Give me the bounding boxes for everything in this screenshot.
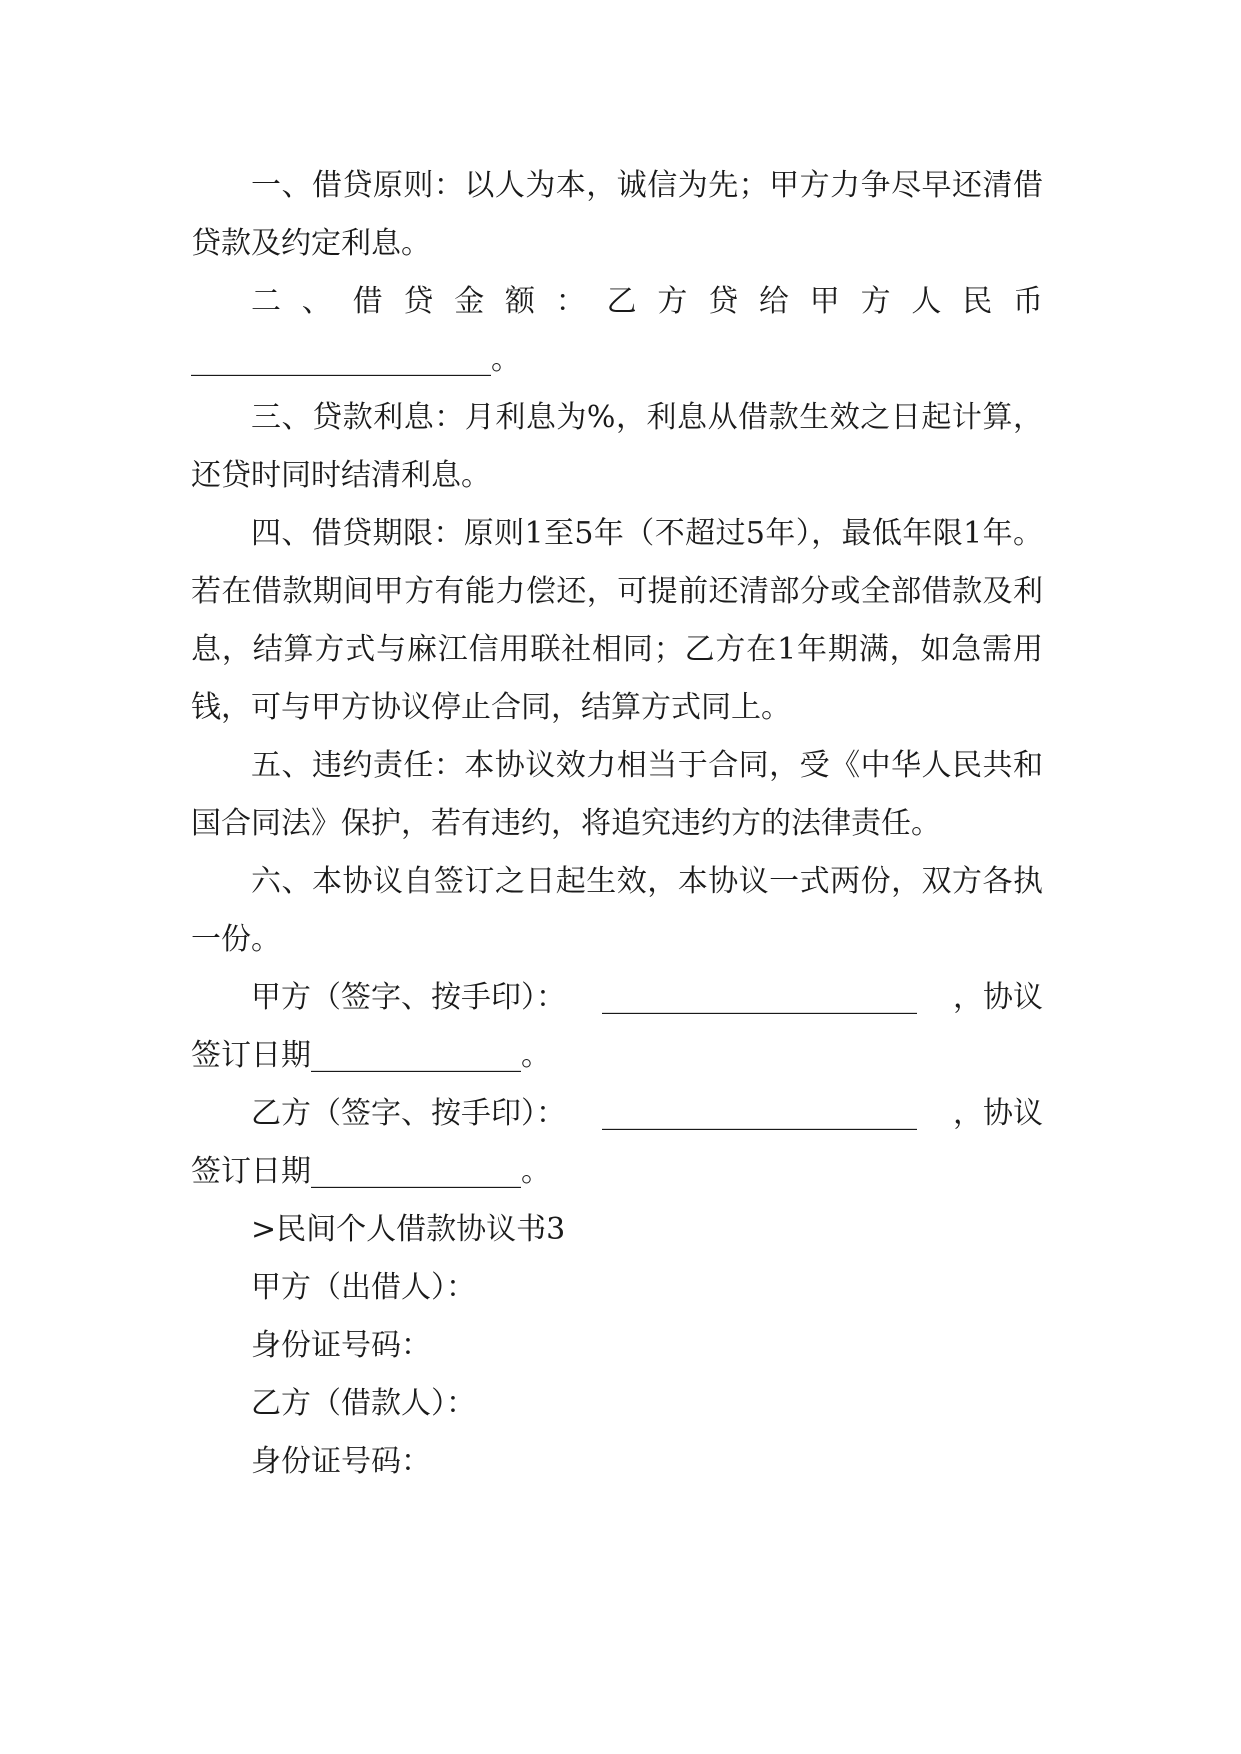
lender-field: 甲方（出借人）： (251, 1270, 476, 1305)
clause-term: 四、借贷期限：原则1至5年（不超过5年），最低年限1年。若在借款期间甲方有能力偿还，可提前还清部分或全部借款及利息，结算方式与麻江信用联社相同；乙方在1年期满，如急需用钱，可与甲方协议停止合同，结算方式同上。 (191, 516, 1043, 725)
document-body (191, 157, 1043, 1491)
lender-id-field: 身份证号码： (251, 1328, 431, 1363)
signature-b-line1 (191, 1085, 1043, 1143)
section-title: >民间个人借款协议书3 (251, 1212, 566, 1247)
clause-amount-line1: 二、借贷金额：乙方贷给甲方人民币 (251, 284, 1043, 319)
signature-a-date: 签订日期______________。 (191, 1038, 551, 1073)
clause-interest: 三、贷款利息：月利息为%，利息从借款生效之日起计算，还贷时同时结清利息。 (191, 400, 1043, 493)
borrower-field: 乙方（借款人）： (251, 1386, 476, 1421)
signature-b-label: 乙方（签字、按手印）： (251, 1096, 566, 1131)
borrower-id-field: 身份证号码： (251, 1444, 431, 1479)
clause-liability: 五、违约责任：本协议效力相当于合同，受《中华人民共和国合同法》保护，若有违约，将追究违约方的法律责任。 (191, 748, 1043, 841)
signature-a-line1 (191, 969, 1043, 1027)
signature-a-label: 甲方（签字、按手印）： (251, 980, 566, 1015)
signature-party-a (191, 969, 1043, 1085)
signature-party-b (191, 1085, 1043, 1201)
clause-principle: 一、借贷原则：以人为本，诚信为先；甲方力争尽早还清借贷款及约定利息。 (191, 168, 1043, 261)
signature-b-date: 签订日期______________。 (191, 1154, 551, 1189)
signature-b-blank: _____________________ (602, 1096, 917, 1131)
signature-a-suffix: ，协议 (953, 980, 1043, 1015)
signature-b-suffix: ，协议 (953, 1096, 1043, 1131)
clause-effective: 六、本协议自签订之日起生效，本协议一式两份，双方各执一份。 (191, 864, 1043, 957)
clause-amount-line2: ____________________。 (191, 342, 521, 377)
clause-amount (191, 273, 1043, 389)
signature-a-blank: _____________________ (602, 980, 917, 1015)
